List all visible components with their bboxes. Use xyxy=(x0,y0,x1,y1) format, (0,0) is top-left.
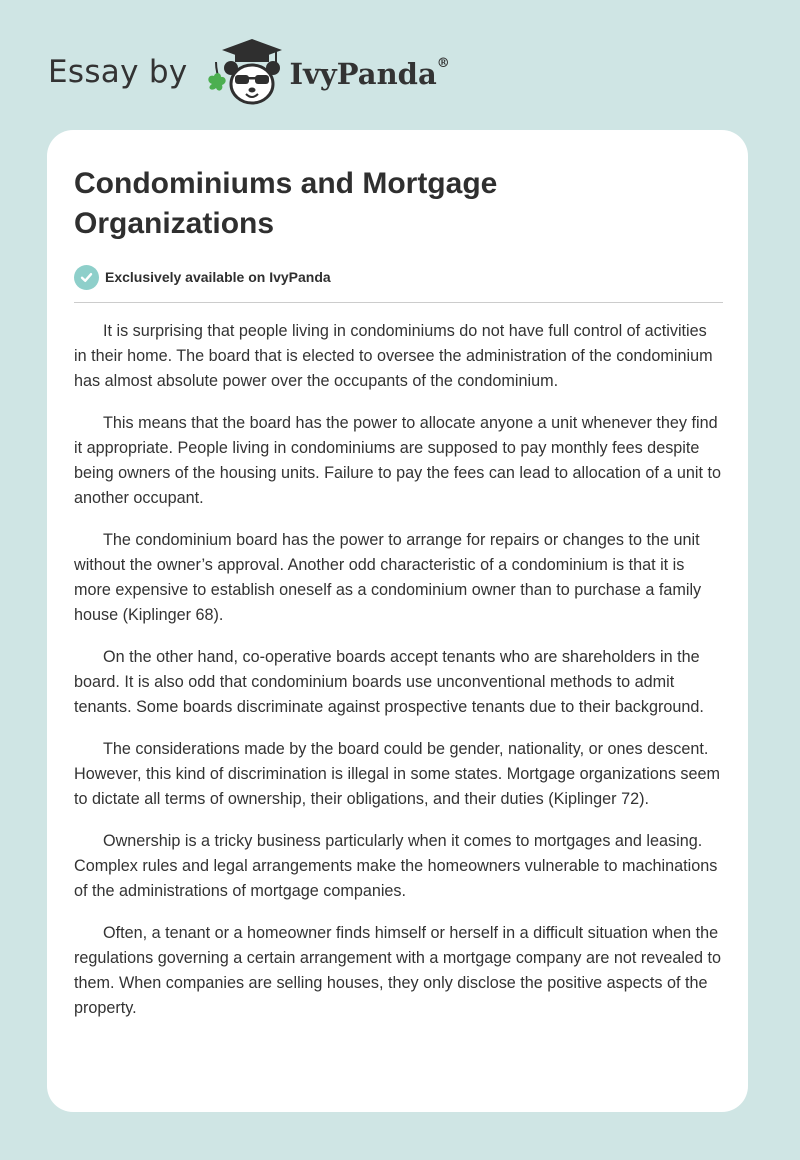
paragraph: The condominium board has the power to arrange for repairs or changes to the unit without the owner’s approval. Another odd characteristic of a condominium is that it is more expensive to establish oneself as a condominium owner than to purchase a family house (Kiplinger 68). xyxy=(74,531,702,624)
paragraph: On the other hand, co-operative boards accept tenants who are shareholders in the board. It is also odd that condominium boards use unconventional methods to admit tenants. Some boards discriminate against prospective tenants due to their background. xyxy=(74,648,704,716)
essay-body xyxy=(74,319,723,1038)
exclusive-badge xyxy=(74,264,331,290)
check-circle-icon xyxy=(74,265,99,290)
exclusive-label: Exclusively available on IvyPanda xyxy=(105,269,331,285)
paragraph: Often, a tenant or a homeowner finds himself or herself in a difficult situation when the regulations governing a certain arrangement with a mortgage company are not revealed to them. When companies are selling houses, they only disclose the positive aspects of the property. xyxy=(74,924,721,1017)
essay-card xyxy=(47,130,748,1112)
paragraph: The considerations made by the board could be gender, nationality, or ones descent. However, this kind of discrimination is illegal in some states. Mortgage organizations seem to dictate all terms of ownership, their obligations, and their duties (Kiplinger 72). xyxy=(74,740,720,808)
ivy-leaf-icon xyxy=(208,62,225,91)
paragraph: Ownership is a tricky business particularly when it comes to mortgages and leasing. Complex rules and legal arrangements make the homeowners vulnerable to machinations of the administrations of mortgage companies. xyxy=(74,832,718,900)
paragraph: This means that the board has the power to allocate anyone a unit whenever they find it appropriate. People living in condominiums are supposed to pay monthly fees despite being owners of the housing units. Failure to pay the fees can lead to allocation of a unit to another occupant. xyxy=(74,414,722,507)
brand-text: IvyPanda xyxy=(289,57,437,91)
essay-by-label: Essay by xyxy=(48,54,188,90)
registered-mark: ® xyxy=(436,56,450,72)
site-header xyxy=(48,36,450,108)
divider xyxy=(74,302,723,303)
page-title: Condominiums and Mortgage Organizations xyxy=(74,167,498,240)
panda-graduate-icon[interactable] xyxy=(202,36,286,108)
paragraph: It is surprising that people living in condominiums do not have full control of activities in their home. The board that is elected to oversee the administration of the condominium has almost absolute power over the occupants of the condominium. xyxy=(74,322,713,390)
brand-name[interactable] xyxy=(290,57,450,91)
